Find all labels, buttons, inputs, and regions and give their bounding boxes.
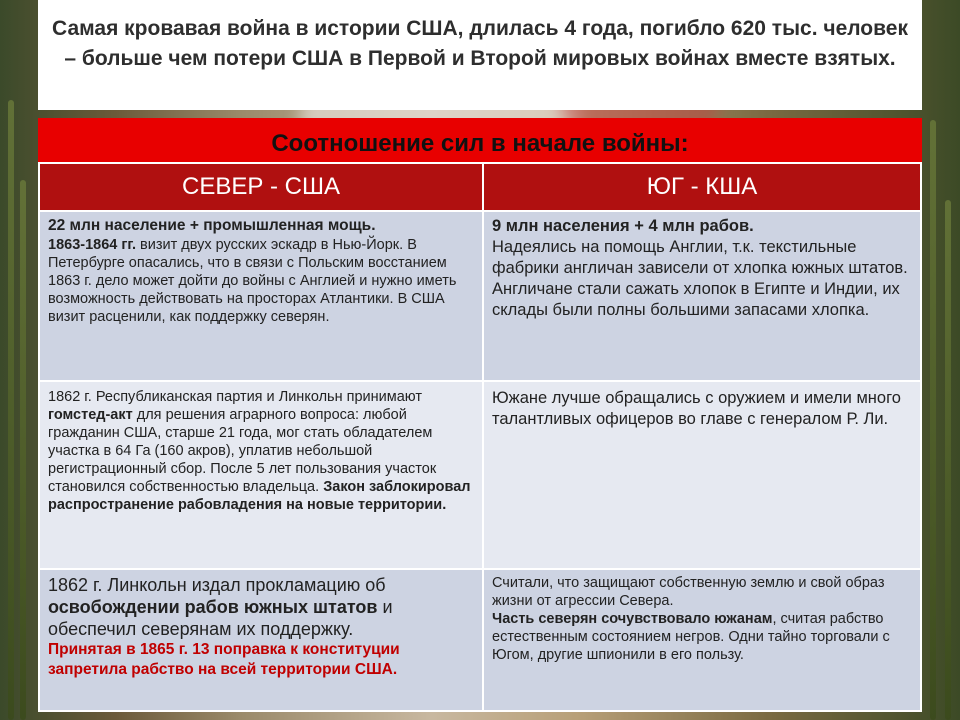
cell-north-1 xyxy=(39,211,483,381)
south-3-sympathy: Часть северян сочувствовало южанам xyxy=(492,611,773,627)
south-1-text: Надеялись на помощь Англии, т.к. текстильные фабрики англичан зависели от хлопка южных штатов. Англичане стали сажать хлопок в Египте и Индии, их склады были полны большими запасами хлопка. xyxy=(492,238,908,319)
north-1-heading: 22 млн население + промышленная мощь. xyxy=(48,217,376,234)
cell-north-3 xyxy=(39,569,483,711)
cell-south-1 xyxy=(483,211,921,381)
south-2-text: Южане лучше обращались с оружием и имели много талантливых офицеров во главе с генералом Р. Ли. xyxy=(492,389,901,428)
column-header-south: ЮГ - КША xyxy=(483,163,921,211)
north-3-text-a: 1862 г. Линкольн издал прокламацию об xyxy=(48,575,386,595)
north-2-homestead: гомстед-акт xyxy=(48,407,133,423)
north-3-text-b: и обеспечил северянам их поддержку. xyxy=(48,597,393,639)
north-2-law: Закон заблокировал распространение рабовладения на новые территории. xyxy=(48,479,471,513)
north-1-date: 1863-1864 гг. xyxy=(48,237,137,253)
south-3-text-a: Считали, что защищают собственную землю и свой образ жизни от агрессии Севера. xyxy=(492,575,885,609)
column-header-north: СЕВЕР - США xyxy=(39,163,483,211)
table-row xyxy=(39,569,921,711)
cell-north-2 xyxy=(39,381,483,569)
comparison-table xyxy=(38,162,922,712)
north-2-text-b: для решения аграрного вопроса: любой гражданин США, старше 21 года, мог стать обладателем участка в 64 Га (160 акров), уплатив небольшой регистрационный сбор. После 5 лет пользования участок становился собственностью владельца. xyxy=(48,407,437,495)
south-1-heading: 9 млн населения + 4 млн рабов. xyxy=(492,217,754,235)
north-2-text-a: 1862 г. Республиканская партия и Линкольн принимают xyxy=(48,389,422,405)
subtitle-bar xyxy=(38,118,922,164)
south-3-text-b: , считая рабство естественным состоянием негров. Одни тайно торговали с Югом, другие шпионили в его пользу. xyxy=(492,611,890,663)
subtitle-text: Соотношение сил в начале войны: xyxy=(271,130,689,157)
cell-south-2 xyxy=(483,381,921,569)
north-1-text: визит двух русских эскадр в Нью-Йорк. В Петербурге опасались, что в связи с Польским восстанием 1863 г. дело может дойти до войны с Англией и нужно иметь возможность действовать на просторах Атлантики. В США визит расценили, как поддержку северян. xyxy=(48,237,457,325)
header-text: Самая кровавая война в истории США, длилась 4 года, погибло 620 тыс. человек – больше чем потери США в Первой и Второй мировых войнах вместе взятых. xyxy=(52,17,908,70)
table-header-row xyxy=(39,163,921,211)
table-row xyxy=(39,381,921,569)
header-text-box xyxy=(38,0,922,110)
table-row xyxy=(39,211,921,381)
north-3-emancipation: освобождении рабов южных штатов xyxy=(48,597,378,617)
cell-south-3 xyxy=(483,569,921,711)
north-3-amendment: Принятая в 1865 г. 13 поправка к конституции запретила рабство на всей территории США. xyxy=(48,641,400,678)
